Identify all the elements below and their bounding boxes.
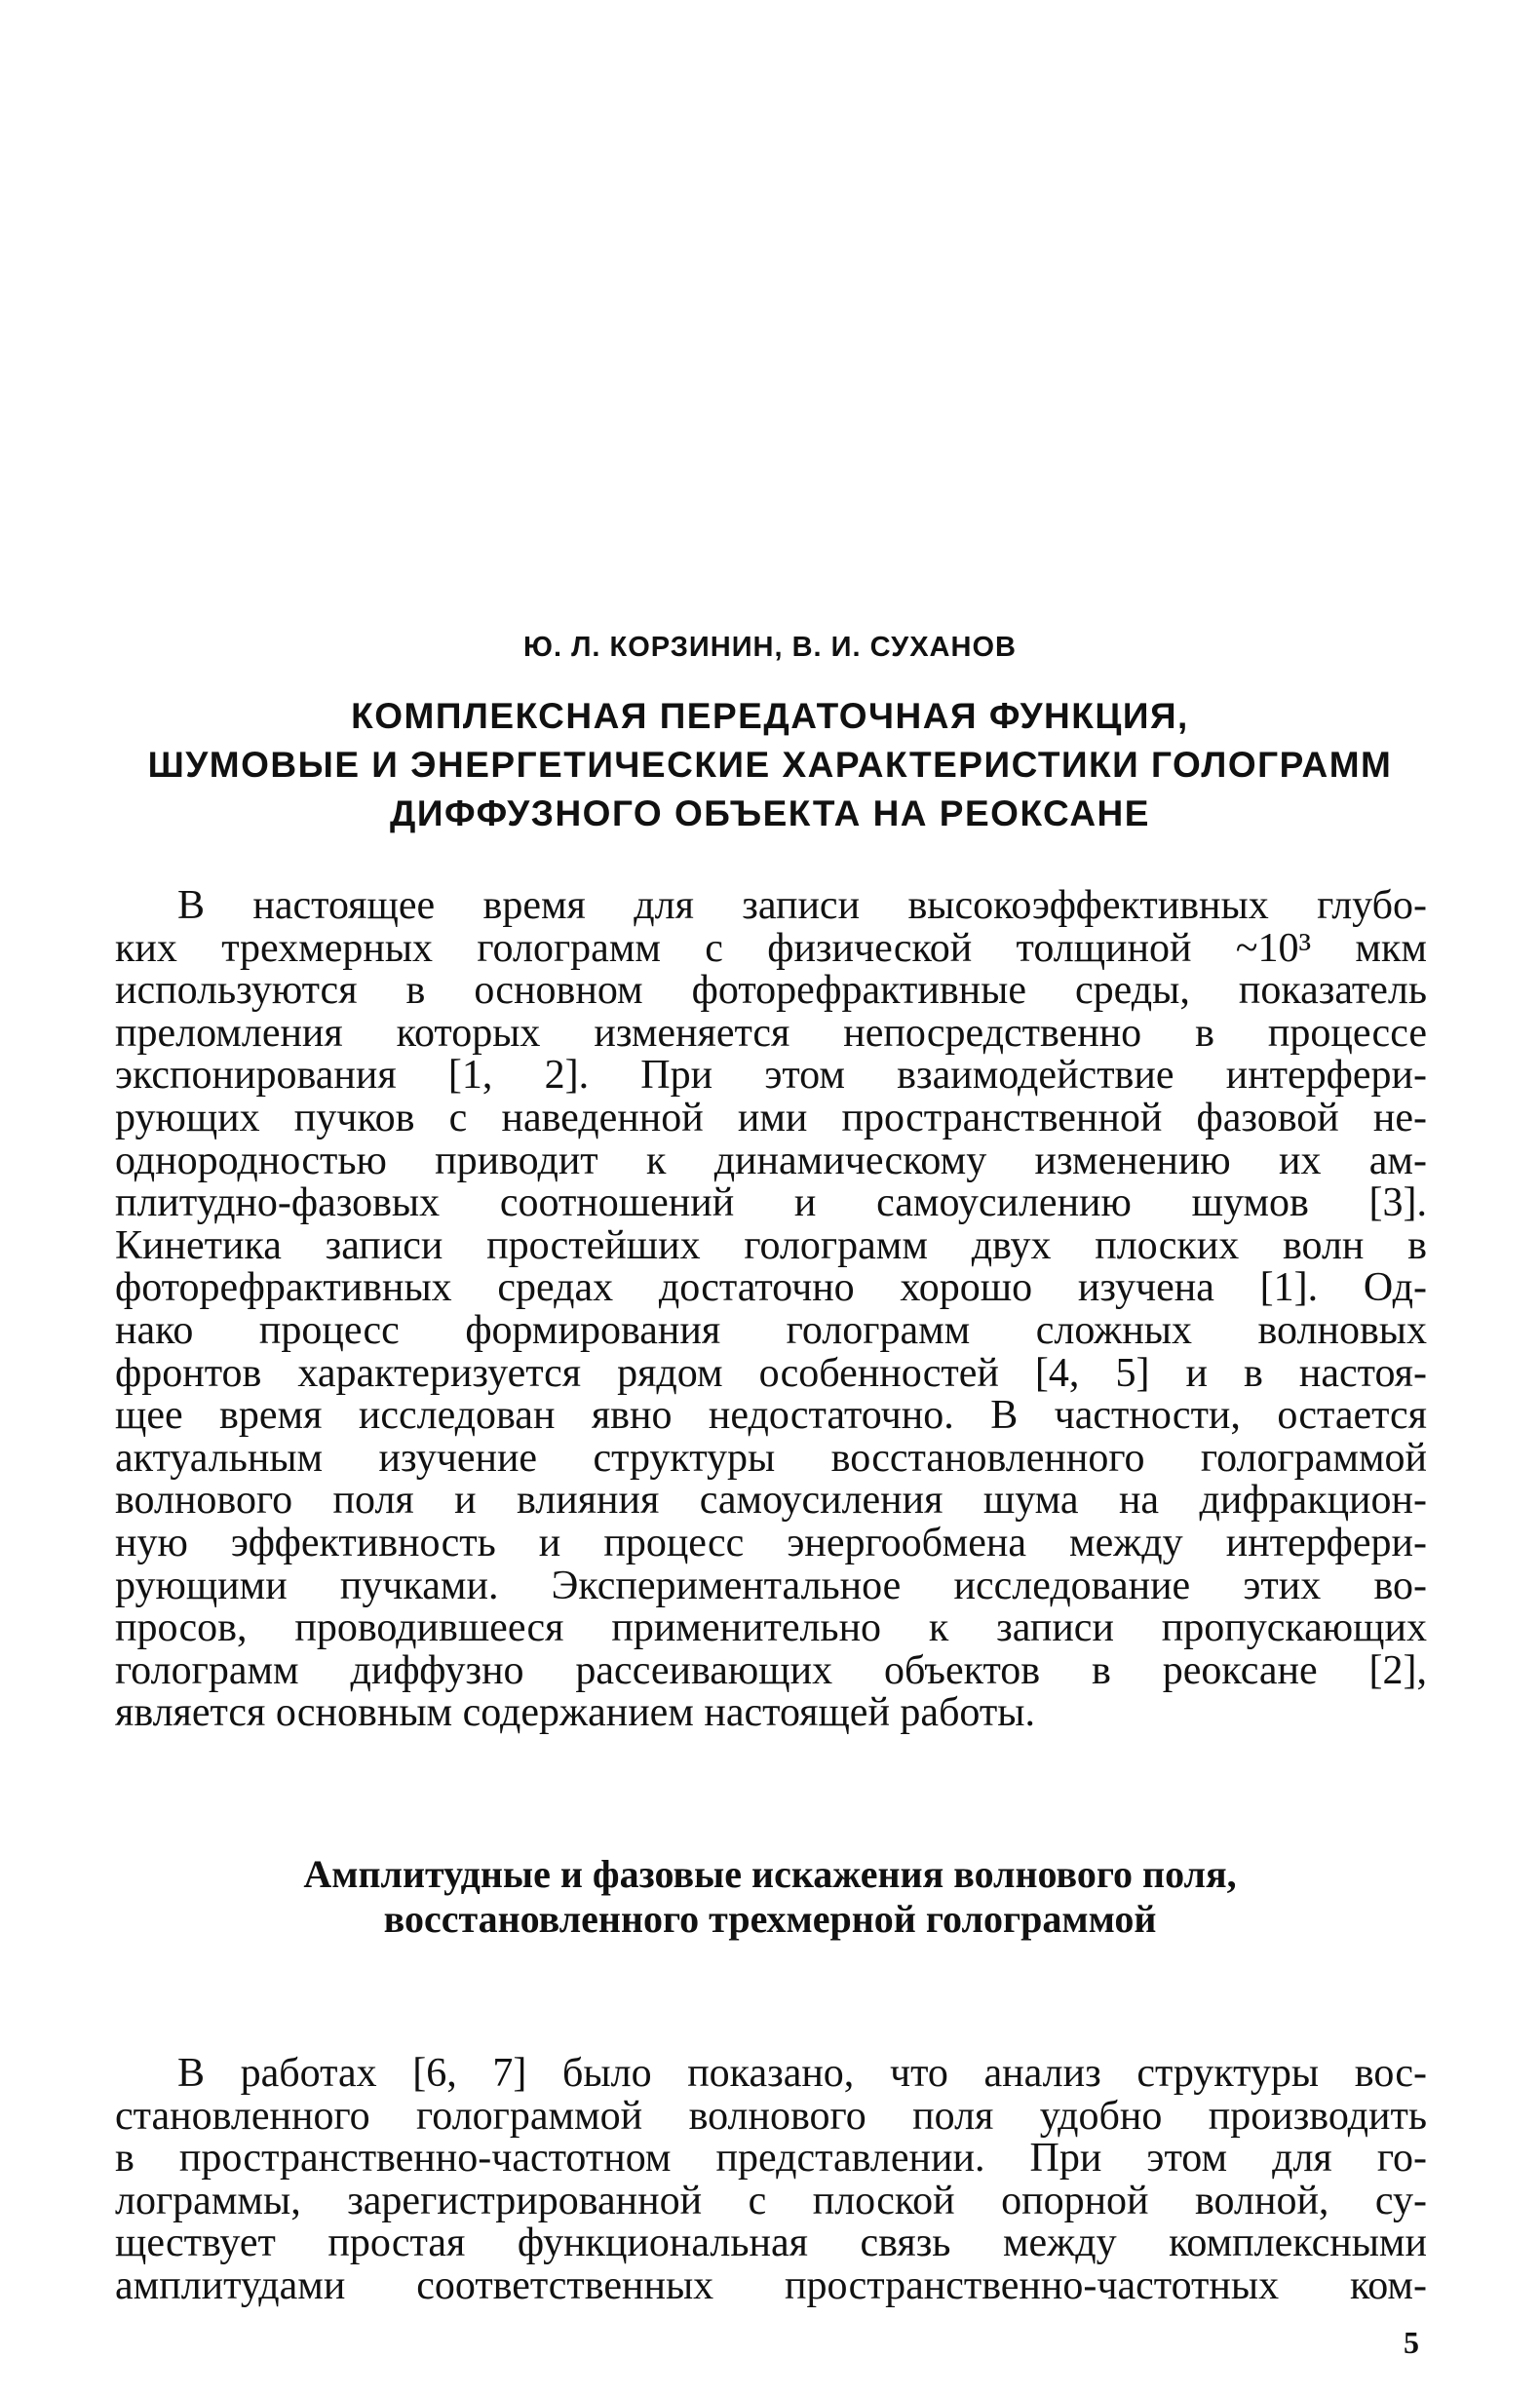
text-line: В работах [6, 7] было показано, что анализ структуры вос-: [177, 2051, 1427, 2096]
text-line: волнового поля и влияния самоусиления шума на дифракцион-: [115, 1478, 1427, 1524]
text-line: ких трехмерных голограмм с физической толщиной ~10³ мкм: [115, 925, 1427, 971]
text-line: ную эффективность и процесс энергообмена между интерфери-: [115, 1520, 1427, 1565]
text-line: в пространственно-частотном представлении. При этом для го-: [115, 2136, 1427, 2182]
title-line: КОМПЛЕКСНАЯ ПЕРЕДАТОЧНАЯ ФУНКЦИЯ,: [351, 696, 1189, 736]
text-line: актуальным изучение структуры восстановленного голограммой: [115, 1435, 1427, 1481]
text-line: В настоящее время для записи высокоэффективных глубо-: [177, 883, 1427, 928]
text-line: используются в основном фоторефрактивные среды, показатель: [115, 968, 1427, 1014]
authors: Ю. Л. КОРЗИНИН, В. И. СУХАНОВ: [523, 632, 1017, 663]
text-line: преломления которых изменяется непосредственно в процессе: [115, 1010, 1427, 1056]
text-line: щее время исследован явно недостаточно. В частности, остается: [115, 1393, 1427, 1439]
section-heading-line: Амплитудные и фазовые искажения волнового поля,: [303, 1852, 1237, 1896]
text-line: экспонирования [1, 2]. При этом взаимодействие интерфери-: [115, 1053, 1427, 1099]
paragraph-intro: [115, 885, 1427, 1735]
text-line: рующими пучками. Экспериментальное исследование этих во-: [115, 1563, 1427, 1608]
text-line: является основным содержанием настоящей работы.: [115, 1690, 1035, 1736]
text-line: амплитудами соответственных пространственно-частотных ком-: [115, 2262, 1427, 2308]
text-line: плитудно-фазовых соотношений и самоусилению шумов [3].: [115, 1180, 1427, 1226]
article-title: [88, 692, 1452, 838]
title-line: ШУМОВЫЕ И ЭНЕРГЕТИЧЕСКИЕ ХАРАКТЕРИСТИКИ ГОЛОГРАММ: [147, 745, 1393, 785]
text-line: нако процесс формирования голограмм сложных волновых: [115, 1307, 1427, 1353]
text-line: Кинетика записи простейших голограмм двух плоских волн в: [115, 1222, 1427, 1268]
paragraph-section: [115, 2053, 1427, 2308]
page-number: 5: [1404, 2325, 1419, 2360]
section-heading-line: восстановленного трехмерной голограммой: [383, 1897, 1157, 1941]
text-line: фронтов характеризуется рядом особенностей [4, 5] и в настоя-: [115, 1350, 1427, 1396]
text-line: рующих пучков с наведенной ими пространственной фазовой не-: [115, 1095, 1427, 1140]
text-line: однородностью приводит к динамическому изменению их ам-: [115, 1138, 1427, 1183]
text-line: ществует простая функциональная связь между комплексными: [115, 2221, 1427, 2266]
title-line: ДИФФУЗНОГО ОБЪЕКТА НА РЕОКСАНЕ: [390, 793, 1150, 833]
section-heading: [117, 1852, 1423, 1942]
text-line: становленного голограммой волнового поля удобно производить: [115, 2093, 1427, 2139]
text-line: фоторефрактивных средах достаточно хорошо изучена [1]. Од-: [115, 1265, 1427, 1311]
text-line: просов, проводившееся применительно к записи пропускающих: [115, 1605, 1427, 1651]
text-line: голограмм диффузно рассеивающих объектов в реоксане [2],: [115, 1647, 1427, 1693]
text-line: лограммы, зарегистрированной с плоской опорной волной, су-: [115, 2178, 1427, 2223]
